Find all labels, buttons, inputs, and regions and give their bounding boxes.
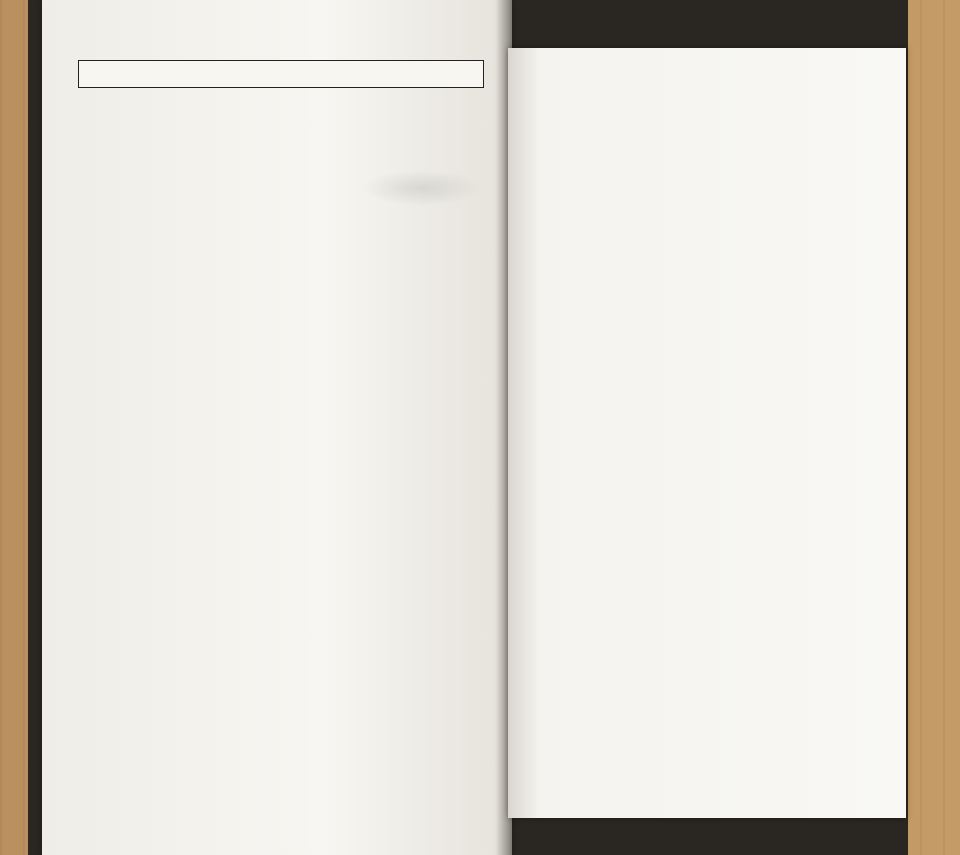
left-page (42, 0, 512, 855)
preface-section (86, 6, 496, 126)
contents-section (540, 76, 890, 89)
page-smudge (362, 170, 482, 206)
right-page (508, 48, 906, 818)
color-legend-box (78, 60, 484, 88)
